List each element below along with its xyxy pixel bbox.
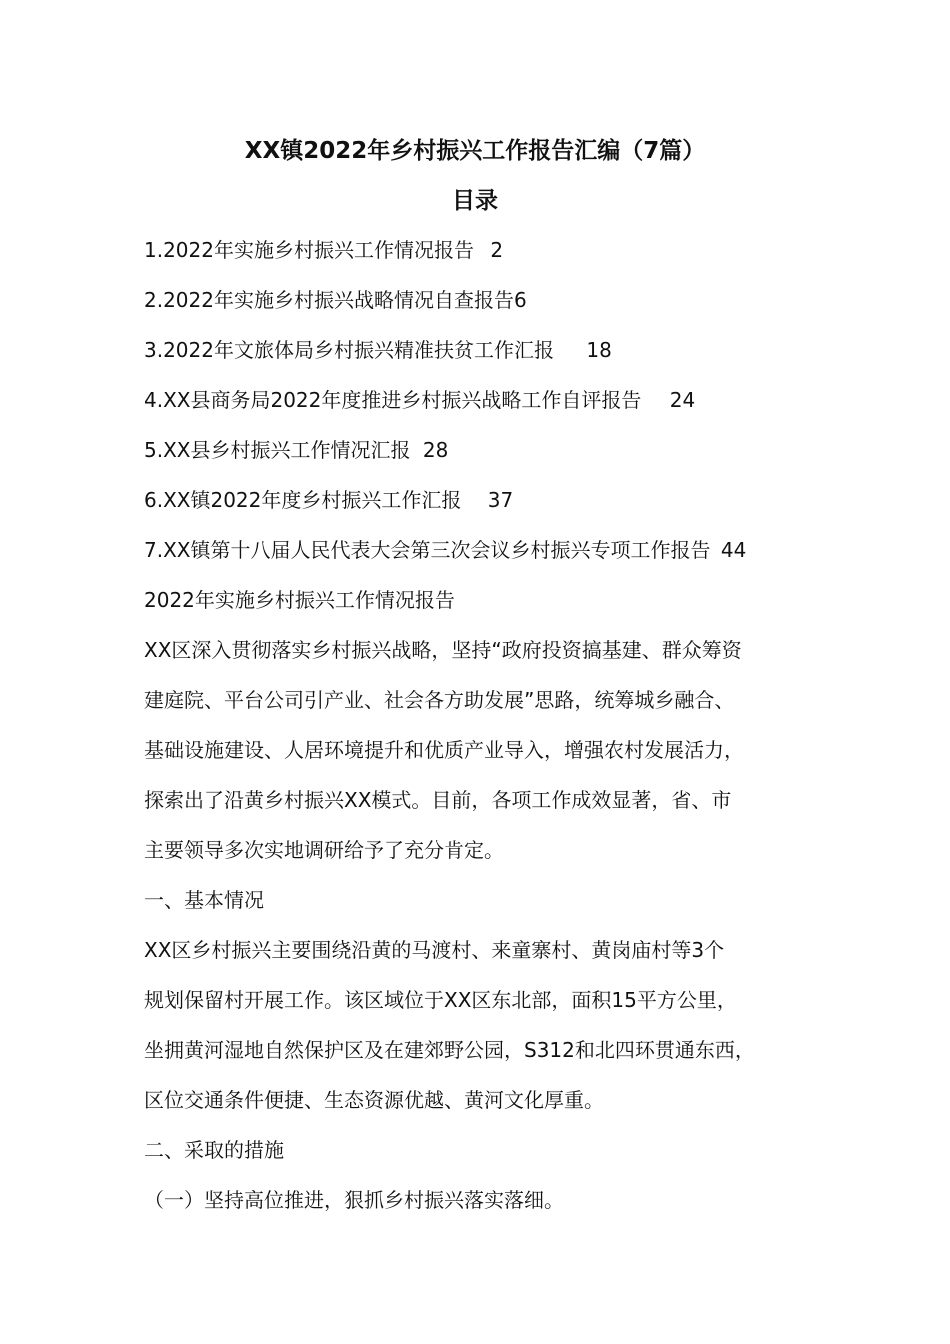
toc-item-label: 1.2022年实施乡村振兴工作情况报告: [144, 238, 474, 262]
paragraph-line: 坐拥黄河湿地自然保护区及在建郊野公园，S312和北四环贯通东西，: [144, 1038, 755, 1062]
toc-item: [144, 434, 448, 466]
toc-item: [144, 284, 527, 316]
paragraph-line: XX区深入贯彻落实乡村振兴战略，坚持“政府投资搞基建、群众筹资: [144, 638, 742, 662]
subsection-heading: （一）坚持高位推进，狠抓乡村振兴落实落细。: [144, 1188, 564, 1212]
toc-item-label: 2.2022年实施乡村振兴战略情况自查报告: [144, 288, 514, 312]
paragraph-line: XX区乡村振兴主要围绕沿黄的马渡村、来童寨村、黄岗庙村等3个: [144, 938, 725, 962]
toc-item: [144, 384, 695, 416]
toc-item-label: 4.XX县商务局2022年度推进乡村振兴战略工作自评报告: [144, 388, 642, 412]
toc-heading: 目录: [452, 188, 498, 214]
paragraph-line: 区位交通条件便捷、生态资源优越、黄河文化厚重。: [144, 1088, 604, 1112]
toc-item: [144, 334, 612, 366]
paragraph-line: 规划保留村开展工作。该区域位于XX区东北部，面积15平方公里，: [144, 988, 737, 1012]
toc-item-page: 28: [422, 438, 449, 462]
toc-item-label: 7.XX镇第十八届人民代表大会第三次会议乡村振兴专项工作报告: [144, 538, 711, 562]
toc-item-label: 3.2022年文旅体局乡村振兴精准扶贫工作汇报: [144, 338, 554, 362]
toc-item-page: 18: [586, 338, 612, 362]
paragraph-line: 探索出了沿黄乡村振兴XX模式。目前，各项工作成效显著，省、市: [144, 788, 732, 812]
toc-item-page: 6: [513, 288, 527, 312]
toc-item-page: 44: [720, 538, 747, 562]
toc-item: [144, 484, 513, 516]
toc-item: [144, 534, 746, 566]
paragraph-line: 基础设施建设、人居环境提升和优质产业导入，增强农村发展活力，: [144, 738, 744, 762]
section-heading: 二、采取的措施: [144, 1138, 284, 1162]
section-heading: 一、基本情况: [144, 888, 264, 912]
toc-item-page: 24: [669, 388, 696, 412]
toc-item-page: 2: [490, 238, 504, 262]
document-title: XX镇2022年乡村振兴工作报告汇编（7篇）: [244, 138, 706, 164]
section-title: 2022年实施乡村振兴工作情况报告: [144, 588, 455, 612]
paragraph-line: 主要领导多次实地调研给予了充分肯定。: [144, 838, 504, 862]
toc-item-label: 6.XX镇2022年度乡村振兴工作汇报: [144, 488, 462, 512]
paragraph-line: 建庭院、平台公司引产业、社会各方助发展”思路，统筹城乡融合、: [144, 688, 735, 712]
toc-item-label: 5.XX县乡村振兴工作情况汇报: [144, 438, 411, 462]
toc-item: [144, 234, 503, 266]
toc-item-page: 37: [487, 488, 514, 512]
